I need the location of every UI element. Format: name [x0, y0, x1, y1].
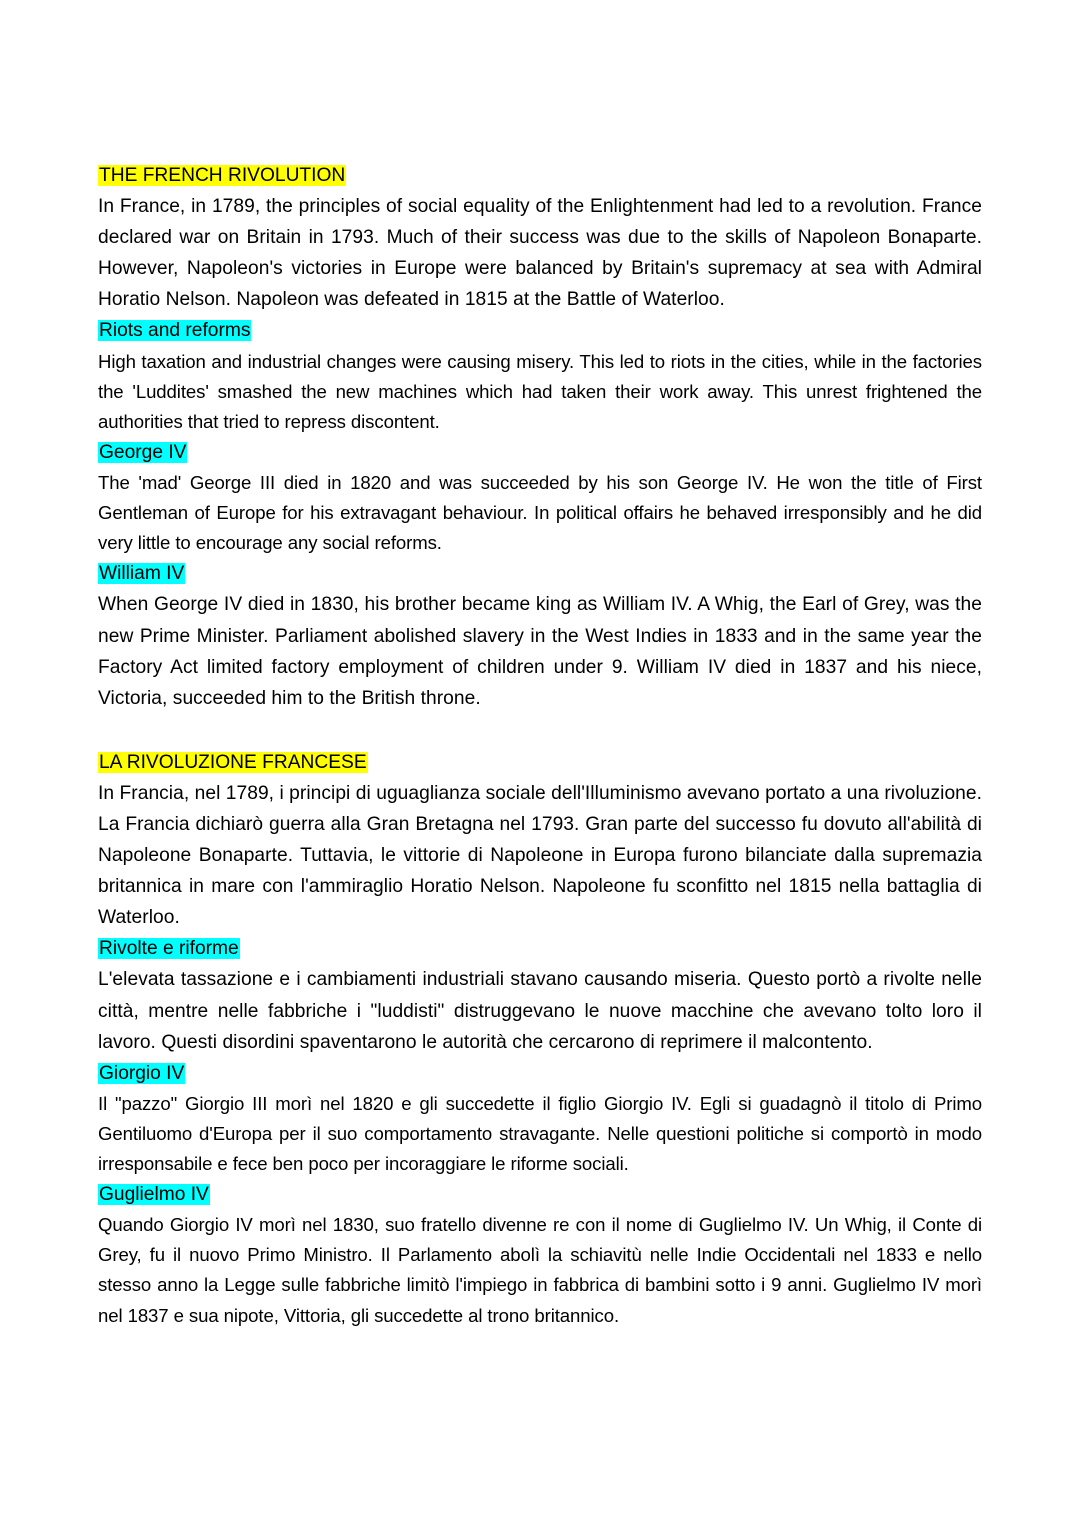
- section-intro-english: In France, in 1789, the principles of social equality of the Enlightenment had led to a revolution. France declared war on Britain in 1793. Much of their success was due to the skills of Napoleon Bonaparte. However, Napoleon's victories in Europe were balanced by Britain's supremacy at sea with Admiral Horatio Nelson. Napoleon was defeated in 1815 at the Battle of Waterloo.: [98, 196, 982, 311]
- paragraph-giorgio-iv: Il "pazzo" Giorgio III morì nel 1820 e gli succedette il figlio Giorgio IV. Egli si guadagnò il titolo di Primo Gentiluomo d'Europa per il suo comportamento stravagante. Nelle questioni politiche si comportò in modo irresponsabile e fece ben poco per incoraggiare le riforme sociali.: [98, 1092, 982, 1175]
- paragraph-guglielmo-iv: Quando Giorgio IV morì nel 1830, suo fratello divenne re con il nome di Guglielmo IV. Un Whig, il Conte di Grey, fu il nuovo Primo Ministro. Il Parlamento abolì la schiavitù nelle Indie Occidentali nel 1833 e nello stesso anno la Legge sulle fabbriche limitò l'impiego in fabbrica di bambini sotto i 9 anni. Guglielmo IV morì nel 1837 e sua nipote, Vittoria, gli succedette al trono britannico.: [98, 1214, 982, 1326]
- subheading-rivolte-e-riforme: [98, 933, 982, 964]
- paragraph-george-iv: The 'mad' George III died in 1820 and was succeeded by his son George IV. He won the title of First Gentleman of Europe for his extravagant behaviour. In political offairs he behaved irresponsibly and he did very little to encourage any social reforms.: [98, 471, 982, 554]
- subheading-rivolte-e-riforme-text: Rivolte e riforme: [99, 938, 239, 960]
- section-title-italian: [98, 747, 982, 778]
- document-body: [98, 160, 982, 1331]
- section-intro-italian: In Francia, nel 1789, i principi di uguaglianza sociale dell'Illuminismo avevano portato a una rivoluzione. La Francia dichiarò guerra alla Gran Bretagna nel 1793. Gran parte del successo fu dovuto all'abilità di Napoleone Bonaparte. Tuttavia, le vittorie di Napoleone in Europa furono bilanciate dalla supremazia britannica in mare con l'ammiraglio Horatio Nelson. Napoleone fu sconfitto nel 1815 nella battaglia di Waterloo.: [98, 782, 982, 929]
- section-title-english: [98, 160, 982, 191]
- subheading-giorgio-iv-text: Giorgio IV: [99, 1062, 185, 1084]
- subheading-george-iv-text: George IV: [99, 441, 187, 463]
- subheading-george-iv: [98, 437, 982, 468]
- subheading-guglielmo-iv-text: Guglielmo IV: [99, 1184, 209, 1206]
- section-italian: [98, 747, 982, 1331]
- subheading-william-iv-text: William IV: [99, 563, 185, 585]
- paragraph-rivolte-e-riforme: L'elevata tassazione e i cambiamenti industriali stavano causando miseria. Questo portò a rivolte nelle città, mentre nelle fabbriche i "luddisti" distruggevano le nuove macchine che avevano tolto loro il lavoro. Questi disordini spaventarono le autorità che cercarono di reprimere il malcontento.: [98, 969, 982, 1053]
- subheading-giorgio-iv: [98, 1058, 982, 1089]
- section-title-english-text: THE FRENCH RIVOLUTION: [99, 165, 346, 186]
- paragraph-riots-and-reforms: High taxation and industrial changes were causing misery. This led to riots in the cities, while in the factories the 'Luddites' smashed the new machines which had taken their work away. This unrest frightened the authorities that tried to repress discontent.: [98, 350, 982, 432]
- paragraph-william-iv: When George IV died in 1830, his brother became king as William IV. A Whig, the Earl of Grey, was the new Prime Minister. Parliament abolished slavery in the West Indies in 1833 and in the same year the Factory Act limited factory employment of children under 9. William IV died in 1837 and his niece, Victoria, succeeded him to the British throne.: [98, 594, 982, 709]
- subheading-riots-and-reforms-text: Riots and reforms: [99, 320, 251, 342]
- subheading-guglielmo-iv: [98, 1179, 982, 1210]
- section-english: [98, 160, 982, 714]
- subheading-riots-and-reforms: [98, 315, 982, 346]
- section-title-italian-text: LA RIVOLUZIONE FRANCESE: [99, 751, 367, 773]
- subheading-william-iv: [98, 558, 982, 589]
- section-spacer: [98, 714, 982, 747]
